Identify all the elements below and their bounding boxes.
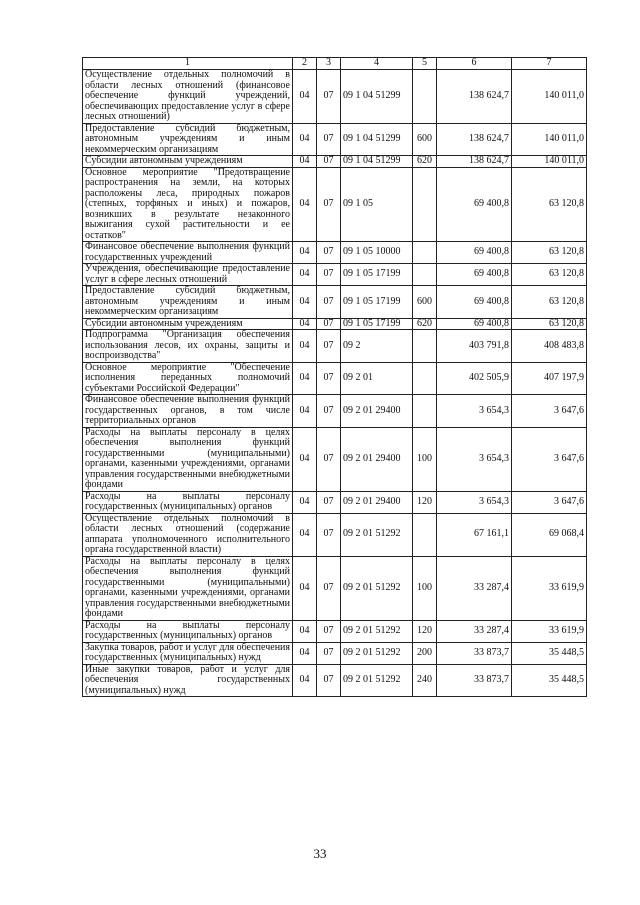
section-code-cell: 04 xyxy=(293,620,317,642)
amount-year2-cell: 35 448,5 xyxy=(512,642,587,664)
section-code-cell: 04 xyxy=(293,664,317,697)
amount-year2-cell: 69 068,4 xyxy=(512,513,587,556)
table-body xyxy=(83,70,587,697)
expense-type-cell: 240 xyxy=(413,664,437,697)
section-code-cell: 04 xyxy=(293,286,317,319)
amount-year2-cell: 408 483,8 xyxy=(512,330,587,363)
target-article-cell: 09 1 05 17199 xyxy=(341,318,413,330)
target-article-cell: 09 2 01 29400 xyxy=(341,491,413,513)
target-article-cell: 09 1 04 51299 xyxy=(341,123,413,156)
subsection-code-cell: 07 xyxy=(317,156,341,168)
row-name-cell: Подпрограмма "Организация обеспечения использования лесов, их охраны, защиты и воспроизводства" xyxy=(83,330,293,363)
section-code-cell: 04 xyxy=(293,395,317,428)
section-code-cell: 04 xyxy=(293,513,317,556)
amount-year1-cell: 33 873,7 xyxy=(437,664,512,697)
row-name-cell: Субсидии автономным учреждениям xyxy=(83,318,293,330)
column-header: 5 xyxy=(413,58,437,70)
expense-type-cell: 620 xyxy=(413,318,437,330)
table-row xyxy=(83,556,587,620)
table-row xyxy=(83,286,587,319)
section-code-cell: 04 xyxy=(293,362,317,395)
subsection-code-cell: 07 xyxy=(317,395,341,428)
row-name-cell: Расходы на выплаты персоналу в целях обеспечения выполнения функций государственными (муниципальными) органами, казенными учреждениями, органами управления государственными внебюджетными фондами xyxy=(83,556,293,620)
amount-year1-cell: 33 287,4 xyxy=(437,620,512,642)
section-code-cell: 04 xyxy=(293,491,317,513)
section-code-cell: 04 xyxy=(293,556,317,620)
amount-year2-cell: 63 120,8 xyxy=(512,318,587,330)
row-name-cell: Расходы на выплаты персоналу государственных (муниципальных) органов xyxy=(83,620,293,642)
amount-year1-cell: 69 400,8 xyxy=(437,318,512,330)
target-article-cell: 09 2 01 51292 xyxy=(341,513,413,556)
column-header: 2 xyxy=(293,58,317,70)
amount-year1-cell: 3 654,3 xyxy=(437,427,512,491)
subsection-code-cell: 07 xyxy=(317,642,341,664)
section-code-cell: 04 xyxy=(293,427,317,491)
amount-year1-cell: 69 400,8 xyxy=(437,286,512,319)
expense-type-cell: 600 xyxy=(413,286,437,319)
row-name-cell: Финансовое обеспечение выполнения функций государственных органов, в том числе территориальных органов xyxy=(83,395,293,428)
subsection-code-cell: 07 xyxy=(317,513,341,556)
amount-year2-cell: 3 647,6 xyxy=(512,395,587,428)
row-name-cell: Финансовое обеспечение выполнения функций государственных учреждений xyxy=(83,242,293,264)
row-name-cell: Расходы на выплаты персоналу государственных (муниципальных) органов xyxy=(83,491,293,513)
target-article-cell: 09 2 01 51292 xyxy=(341,620,413,642)
row-name-cell: Предоставление субсидий бюджетным, автономным учреждениям и иным некоммерческим организациям xyxy=(83,123,293,156)
subsection-code-cell: 07 xyxy=(317,167,341,242)
amount-year1-cell: 138 624,7 xyxy=(437,70,512,124)
subsection-code-cell: 07 xyxy=(317,286,341,319)
table-row xyxy=(83,70,587,124)
amount-year1-cell: 3 654,3 xyxy=(437,491,512,513)
column-header: 1 xyxy=(83,58,293,70)
target-article-cell: 09 2 01 29400 xyxy=(341,395,413,428)
section-code-cell: 04 xyxy=(293,70,317,124)
expense-type-cell: 100 xyxy=(413,556,437,620)
row-name-cell: Предоставление субсидий бюджетным, автономным учреждениям и иным некоммерческим организациям xyxy=(83,286,293,319)
amount-year2-cell: 63 120,8 xyxy=(512,286,587,319)
amount-year2-cell: 3 647,6 xyxy=(512,427,587,491)
amount-year1-cell: 138 624,7 xyxy=(437,156,512,168)
expense-type-cell xyxy=(413,513,437,556)
amount-year1-cell: 69 400,8 xyxy=(437,242,512,264)
subsection-code-cell: 07 xyxy=(317,362,341,395)
table-row xyxy=(83,318,587,330)
budget-table xyxy=(82,57,587,697)
section-code-cell: 04 xyxy=(293,330,317,363)
subsection-code-cell: 07 xyxy=(317,318,341,330)
target-article-cell: 09 2 xyxy=(341,330,413,363)
target-article-cell: 09 1 05 17199 xyxy=(341,286,413,319)
target-article-cell: 09 1 05 xyxy=(341,167,413,242)
table-row xyxy=(83,513,587,556)
expense-type-cell xyxy=(413,395,437,428)
subsection-code-cell: 07 xyxy=(317,491,341,513)
section-code-cell: 04 xyxy=(293,156,317,168)
amount-year2-cell: 33 619,9 xyxy=(512,620,587,642)
amount-year2-cell: 140 011,0 xyxy=(512,70,587,124)
section-code-cell: 04 xyxy=(293,167,317,242)
section-code-cell: 04 xyxy=(293,123,317,156)
table-row xyxy=(83,242,587,264)
target-article-cell: 09 1 05 10000 xyxy=(341,242,413,264)
subsection-code-cell: 07 xyxy=(317,620,341,642)
row-name-cell: Иные закупки товаров, работ и услуг для обеспечения государственных (муниципальных) нужд xyxy=(83,664,293,697)
target-article-cell: 09 1 05 17199 xyxy=(341,264,413,286)
section-code-cell: 04 xyxy=(293,642,317,664)
expense-type-cell xyxy=(413,70,437,124)
amount-year2-cell: 63 120,8 xyxy=(512,167,587,242)
target-article-cell: 09 2 01 51292 xyxy=(341,642,413,664)
table-row xyxy=(83,620,587,642)
table-row xyxy=(83,167,587,242)
expense-type-cell: 200 xyxy=(413,642,437,664)
amount-year1-cell: 33 287,4 xyxy=(437,556,512,620)
amount-year2-cell: 63 120,8 xyxy=(512,264,587,286)
target-article-cell: 09 2 01 xyxy=(341,362,413,395)
subsection-code-cell: 07 xyxy=(317,123,341,156)
table-row xyxy=(83,156,587,168)
target-article-cell: 09 2 01 51292 xyxy=(341,556,413,620)
subsection-code-cell: 07 xyxy=(317,264,341,286)
amount-year2-cell: 3 647,6 xyxy=(512,491,587,513)
subsection-code-cell: 07 xyxy=(317,330,341,363)
subsection-code-cell: 07 xyxy=(317,242,341,264)
row-name-cell: Закупка товаров, работ и услуг для обеспечения государственных (муниципальных) нужд xyxy=(83,642,293,664)
table-row xyxy=(83,491,587,513)
amount-year2-cell: 140 011,0 xyxy=(512,156,587,168)
expense-type-cell xyxy=(413,242,437,264)
column-header: 6 xyxy=(437,58,512,70)
expense-type-cell xyxy=(413,330,437,363)
subsection-code-cell: 07 xyxy=(317,427,341,491)
section-code-cell: 04 xyxy=(293,242,317,264)
expense-type-cell: 120 xyxy=(413,620,437,642)
expense-type-cell: 120 xyxy=(413,491,437,513)
amount-year1-cell: 33 873,7 xyxy=(437,642,512,664)
amount-year1-cell: 69 400,8 xyxy=(437,167,512,242)
column-header: 4 xyxy=(341,58,413,70)
row-name-cell: Основное мероприятие "Обеспечение исполнения переданных полномочий субъектами Российской Федерации" xyxy=(83,362,293,395)
amount-year1-cell: 138 624,7 xyxy=(437,123,512,156)
table-row xyxy=(83,123,587,156)
amount-year2-cell: 35 448,5 xyxy=(512,664,587,697)
subsection-code-cell: 07 xyxy=(317,70,341,124)
header-row xyxy=(83,58,587,70)
expense-type-cell: 100 xyxy=(413,427,437,491)
table-row xyxy=(83,395,587,428)
row-name-cell: Расходы на выплаты персоналу в целях обеспечения выполнения функций государственными (муниципальными) органами, казенными учреждениями, органами управления государственными внебюджетными фондами xyxy=(83,427,293,491)
expense-type-cell xyxy=(413,264,437,286)
target-article-cell: 09 1 04 51299 xyxy=(341,70,413,124)
table-row xyxy=(83,642,587,664)
target-article-cell: 09 1 04 51299 xyxy=(341,156,413,168)
amount-year2-cell: 407 197,9 xyxy=(512,362,587,395)
amount-year1-cell: 3 654,3 xyxy=(437,395,512,428)
table-row xyxy=(83,330,587,363)
amount-year1-cell: 69 400,8 xyxy=(437,264,512,286)
target-article-cell: 09 2 01 51292 xyxy=(341,664,413,697)
amount-year1-cell: 403 791,8 xyxy=(437,330,512,363)
row-name-cell: Осуществление отдельных полномочий в области лесных отношений (финансовое обеспечение функций учреждений, обеспечивающих предоставление услуг в сфере лесных отношений) xyxy=(83,70,293,124)
expense-type-cell xyxy=(413,167,437,242)
table-row xyxy=(83,362,587,395)
expense-type-cell xyxy=(413,362,437,395)
amount-year1-cell: 67 161,1 xyxy=(437,513,512,556)
expense-type-cell: 620 xyxy=(413,156,437,168)
amount-year1-cell: 402 505,9 xyxy=(437,362,512,395)
row-name-cell: Осуществление отдельных полномочий в области лесных отношений (содержание аппарата уполномоченного исполнительного органа государственной власти) xyxy=(83,513,293,556)
row-name-cell: Учреждения, обеспечивающие предоставление услуг в сфере лесных отношений xyxy=(83,264,293,286)
section-code-cell: 04 xyxy=(293,318,317,330)
column-header: 3 xyxy=(317,58,341,70)
amount-year2-cell: 140 011,0 xyxy=(512,123,587,156)
section-code-cell: 04 xyxy=(293,264,317,286)
row-name-cell: Основное мероприятие "Предотвращение распространения на земли, на которых расположены леса, природных пожаров (степных, торфяных и иных) и пожаров, возникших в результате незаконного выжигания сухой растительности и ее остатков" xyxy=(83,167,293,242)
table-row xyxy=(83,664,587,697)
subsection-code-cell: 07 xyxy=(317,664,341,697)
row-name-cell: Субсидии автономным учреждениям xyxy=(83,156,293,168)
table-row xyxy=(83,264,587,286)
amount-year2-cell: 33 619,9 xyxy=(512,556,587,620)
column-header: 7 xyxy=(512,58,587,70)
subsection-code-cell: 07 xyxy=(317,556,341,620)
table-row xyxy=(83,427,587,491)
page-number: 33 xyxy=(313,846,327,861)
expense-type-cell: 600 xyxy=(413,123,437,156)
amount-year2-cell: 63 120,8 xyxy=(512,242,587,264)
target-article-cell: 09 2 01 29400 xyxy=(341,427,413,491)
